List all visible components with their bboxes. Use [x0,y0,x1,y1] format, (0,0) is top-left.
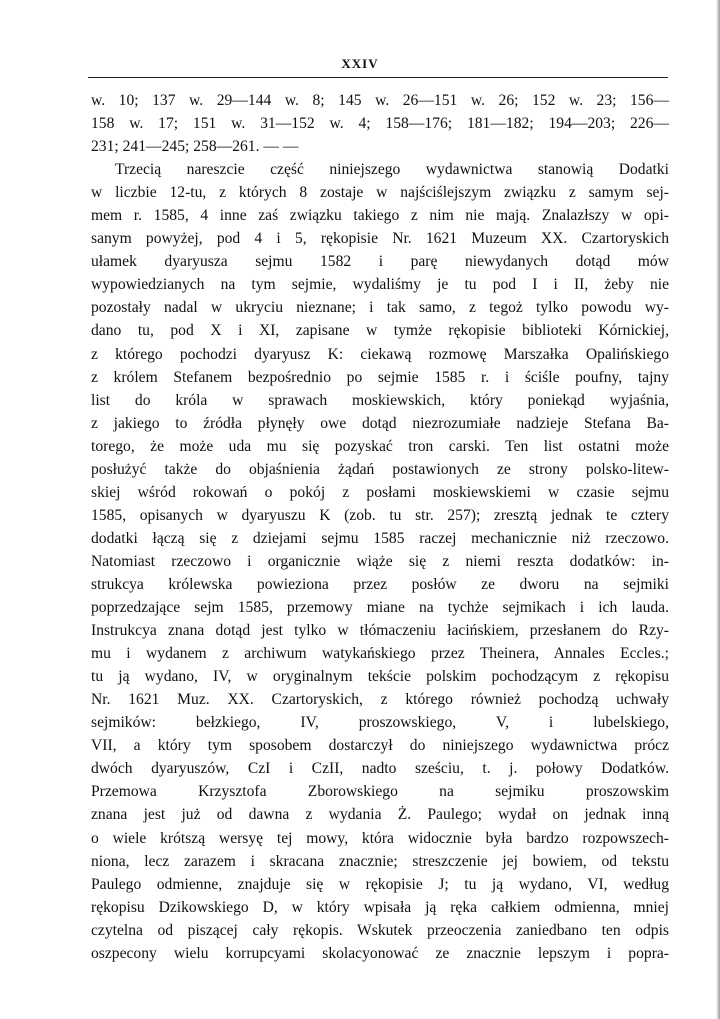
text-line: mem r. 1585, 4 inne zaś związku takiego z nim nie mają. Znalazłszy w opi- [91,207,669,225]
text-line: o wiele krótszą wersyę tej mowy, która widocznie była bardzo rozpowszech- [91,829,669,847]
text-line: dodatki łączą się z dziejami sejmu 1585 raczej mechanicznie niż rzeczowo. [91,529,669,547]
text-line: Paulego odmienne, znajduje się w rękopisie J; tu ją wydano, VI, według [91,875,669,893]
text-line: rękopisu Dzikowskiego D, w który wpisała ją ręka całkiem odmienna, mniej [91,898,669,916]
text-line: list do króla w sprawach moskiewskich, który poniekąd wyjaśnia, [91,391,669,409]
page-edge-shadow [716,0,720,1019]
paragraph-start-line: Trzecią nareszcie część niniejszego wydawnictwa stanowią Dodatki [115,161,669,179]
text-line: wypowiedzianych na tym sejmie, wydaliśmy je tu pod I i II, żeby nie [91,276,669,294]
text-line: 1585, opisanych w dyaryuszu K (zob. tu str. 257); zresztą jednak te cztery [91,506,669,524]
text-line: posłużyć także do objaśnienia żądań postawionych ze strony polsko-litew- [91,460,669,478]
text-line: poprzedzające sejm 1585, przemowy miane na tychże sejmikach i ich lauda. [91,599,669,617]
text-line: z którego pochodzi dyaryusz K: ciekawą rozmowę Marszałka Opalińskiego [91,345,669,363]
text-line: niona, lecz zarazem i skracana znacznie; streszczenie jej bowiem, od tekstu [91,852,669,870]
text-line: oszpecony wielu korrupcyami skolacyonować ze znacznie lepszym i popra- [91,944,669,962]
text-line: Natomiast rzeczowo i organicznie wiąże się z niemi reszta dodatków: in- [91,552,669,570]
text-line: tu ją wydano, IV, w oryginalnym tekście polskim pochodzącym z rękopisu [91,668,669,686]
page-number-header: XXIV [341,56,379,71]
text-line: sanym powyżej, pod 4 i 5, rękopisie Nr. 1621 Muzeum XX. Czartoryskich [91,230,669,248]
text-line: dano tu, pod X i XI, zapisane w tymże rękopisie biblioteki Kórnickiej, [91,322,669,340]
text-line: ułamek dyaryusza sejmu 1582 i parę niewydanych dotąd mów [91,253,669,271]
text-line: pozostały nadal w ukryciu nieznane; i tak samo, z tegoż tylko powodu wy- [91,299,669,317]
text-line: w. 10; 137 w. 29—144 w. 8; 145 w. 26—151 w. 26; 152 w. 23; 156— [91,92,669,109]
text-line: torego, że może uda mu się pozyskać tron carski. Ten list ostatni może [91,437,669,455]
text-line: czytelna od piszącej cały rękopis. Wskutek przeoczenia zaniedbano ten odpis [91,921,669,939]
text-line: 158 w. 17; 151 w. 31—152 w. 4; 158—176; 181—182; 194—203; 226— [91,115,669,133]
text-line: strukcya królewska powieziona przez posłów ze dworu na sejmiki [91,575,669,593]
text-line: dwóch dyaryuszów, CzI i CzII, nadto sześciu, t. j. połowy Dodatków. [91,760,669,778]
text-line: 231; 241—245; 258—261. — — [91,138,299,156]
body-text [91,89,669,965]
text-line: VII, a który tym sposobem dostarczył do niniejszego wydawnictwa prócz [91,737,669,755]
text-line: w liczbie 12-tu, z których 8 zostaje w najściślejszym związku z samym sej- [91,184,669,202]
text-line: mu i wydanem z archiwum watykańskiego przez Theinera, Annales Eccles.; [91,645,669,663]
text-line: z jakiego to źródła płynęły owe dotąd niezrozumiałe nadzieje Stefana Ba- [91,414,669,432]
text-line: sejmików: bełzkiego, IV, proszowskiego, V, i lubelskiego, [91,714,669,732]
text-line: Nr. 1621 Muz. XX. Czartoryskich, z którego również pochodzą uchwały [91,691,669,709]
text-line: z królem Stefanem bezpośrednio po sejmie 1585 r. i ściśle poufny, tajny [91,368,669,386]
text-line: znana jest już od dawna z wydania Ż. Paulego; wydał on jednak inną [91,806,669,824]
text-line: Przemowa Krzysztofa Zborowskiego na sejmiku proszowskim [91,783,669,801]
header-rule [88,77,668,78]
text-line: skiej wśród rokowań o pokój z posłami moskiewskiemi w czasie sejmu [91,483,669,501]
text-line: Instrukcya znana dotąd jest tylko w tłómaczeniu łacińskiem, przesłanem do Rzy- [91,622,669,640]
